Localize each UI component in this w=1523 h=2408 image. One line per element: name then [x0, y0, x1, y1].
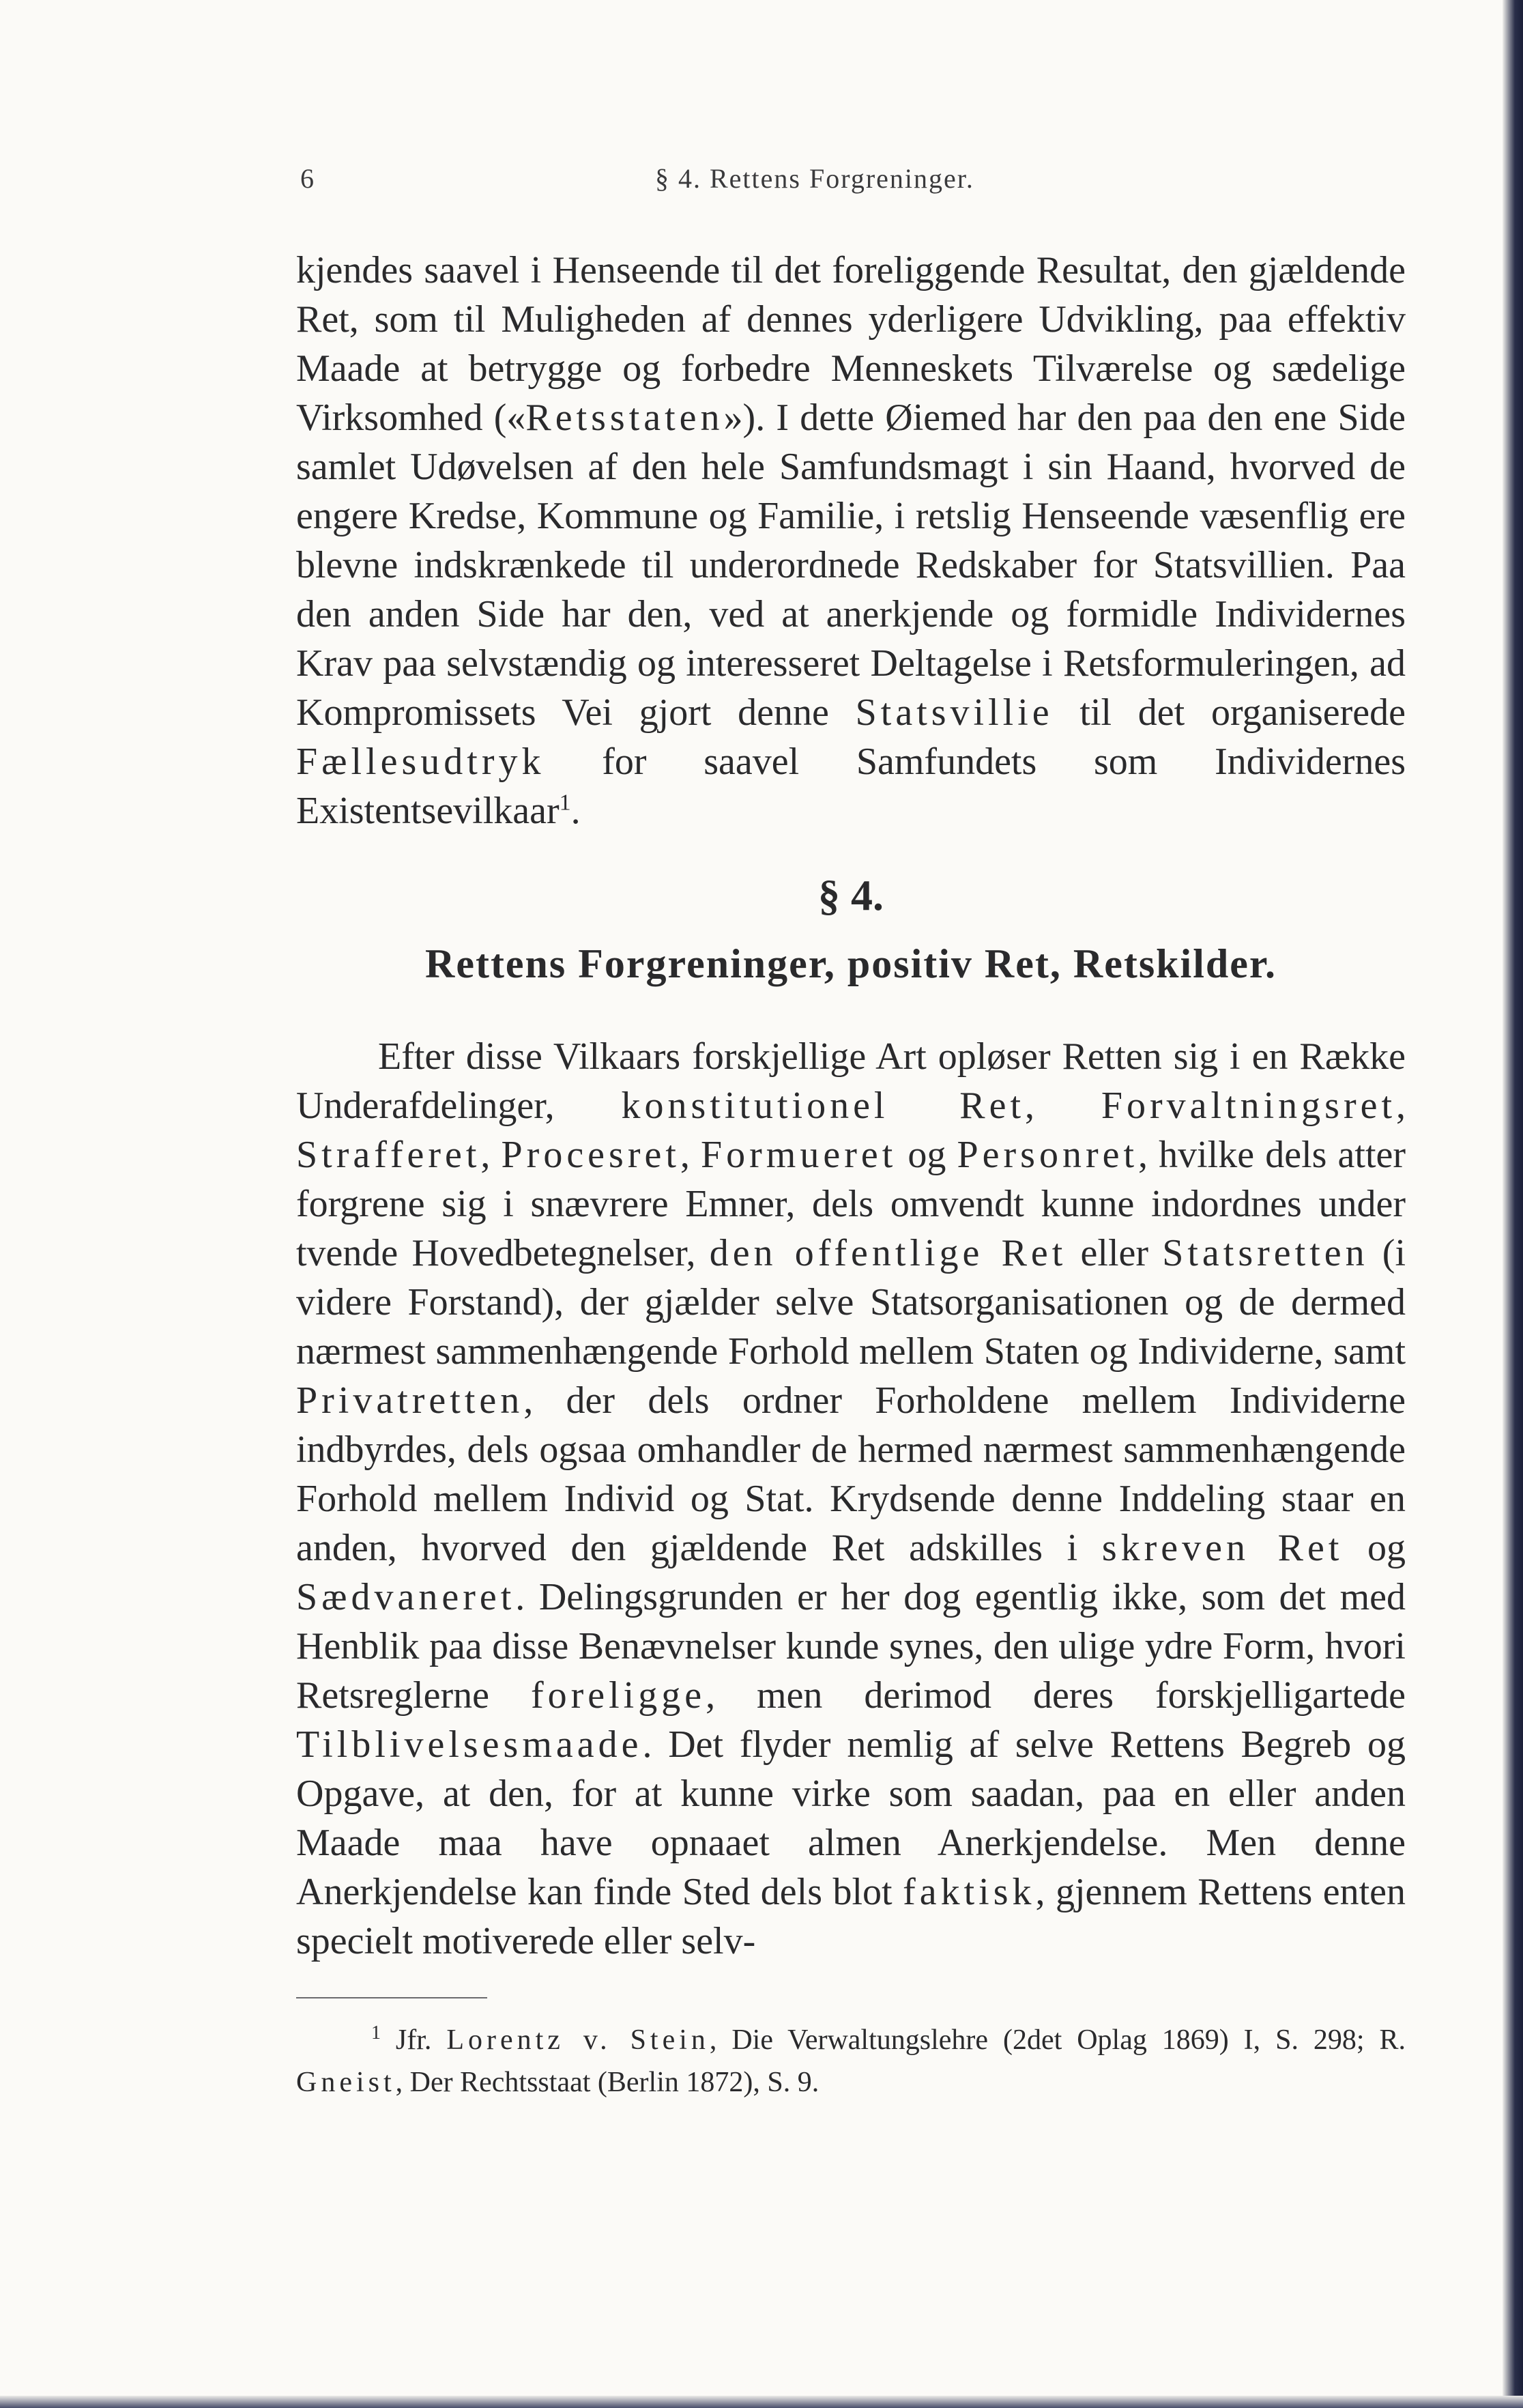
text-run: ,	[480, 1134, 502, 1176]
text-run: , hvilke dels atter forgrene sig i snævrere Emner, dels omvendt kunne indordnes under tvende Hovedbetegnelser,	[296, 1134, 1406, 1274]
text-run: (i videre Forstand), der gjælder selve Statsorganisationen og de dermed nærmest sammenhængende Forhold mellem Staten og Individerne, samt	[296, 1232, 1406, 1373]
text-run: »). I dette Øiemed har den paa den ene Side samlet Udøvelsen af den hele Samfundsmagt i sin Haand, hvorved de engere Kredse, Kommune og Familie, i retslig Henseende væsenflig ere blevne indskrænkede til underordnede Redskaber for Statsvillien. Paa den anden Side har den, ved at anerkjende og formidle Individernes Krav paa selvstændig og interesseret Deltagelse i Retsformuleringen, ad Kompromissets Vei gjort denne	[296, 397, 1406, 734]
spaced-term: Privatretten	[296, 1379, 524, 1422]
spaced-term: Procesret	[501, 1134, 680, 1176]
spaced-term: Statsvillie	[855, 691, 1054, 734]
text-run: og	[897, 1134, 957, 1176]
text-run: Efter disse Vilkaars forskjellige Art opløser Retten sig i en Række Underafdelinger,	[296, 1035, 1406, 1127]
spaced-term: konstitutionel Ret	[621, 1085, 1026, 1127]
text-run: til det organiserede	[1053, 691, 1406, 734]
text-run: kjendes saavel i Henseende til det foreliggende Resultat, den gjældende Ret, som til Muligheden af dennes yderligere Udvikling, paa effektiv Maade at betrygge og forbedre Menneskets Tilværelse og sædelige Virksomhed («	[296, 249, 1406, 439]
spaced-term: skreven Ret	[1101, 1527, 1344, 1569]
spaced-term: Fællesudtryk	[296, 741, 545, 783]
spaced-term: den offentlige Ret	[709, 1232, 1067, 1274]
text-run: .	[570, 790, 581, 832]
spaced-term: Sædvaneret	[296, 1576, 516, 1618]
text-run: for saavel Samfundets som Individernes Existentsevilkaar	[296, 741, 1406, 832]
text-run: Jfr.	[381, 2024, 447, 2056]
spaced-term: Personret	[957, 1134, 1139, 1176]
running-title: § 4. Rettens Forgreninger.	[655, 163, 974, 194]
text-run: , men derimod deres forskjelligartede	[706, 1674, 1406, 1717]
text-run: og	[1343, 1527, 1406, 1569]
text-block	[296, 246, 1406, 2104]
text-run: , Der Rechtsstaat (Berlin 1872), S. 9.	[395, 2067, 819, 2098]
scan-edge	[1503, 0, 1523, 2408]
text-run: ,	[1396, 1085, 1406, 1127]
footnote	[296, 2019, 1406, 2104]
spaced-term: foreligge	[530, 1674, 706, 1717]
paragraph-main	[296, 1032, 1406, 1966]
footnote-marker: 1	[371, 2022, 381, 2044]
text-run: , Die Verwaltungslehre (2det Oplag 1869) I, S. 298; R.	[709, 2024, 1406, 2056]
spaced-term: Tilblivelsesmaade	[296, 1723, 643, 1766]
footnote-reference: 1	[559, 790, 571, 816]
text-run: , der dels ordner Forholdene mellem Individerne indbyrdes, dels ogsaa omhandler de hermed nærmest sammenhængende Forhold mellem Individ og Stat. Krydsende denne Inddeling staar en anden, hvorved den gjældende Ret adskilles i	[296, 1379, 1406, 1569]
page-number: 6	[300, 163, 314, 194]
spaced-term: faktisk	[903, 1871, 1036, 1913]
section-number: § 4.	[818, 871, 884, 919]
scan-edge	[0, 2396, 1523, 2408]
paragraph-continued	[296, 246, 1406, 835]
text-run: , gjennem Rettens enten specielt motiverede eller selv-	[296, 1871, 1406, 1962]
spaced-term: Retsstaten	[525, 397, 724, 439]
section-heading: Rettens Forgreninger, positiv Ret, Retskilder.	[425, 941, 1277, 986]
text-run: ,	[1025, 1085, 1101, 1127]
spaced-term: Statsretten	[1162, 1232, 1369, 1274]
footnote-divider	[296, 1997, 487, 1998]
text-run: eller	[1067, 1232, 1163, 1274]
text-run: . Det flyder nemlig af selve Rettens Begreb og Opgave, at den, for at kunne virke som saadan, paa en eller anden Maade maa have opnaaet almen Anerkjendelse. Men denne Anerkjendelse kan finde Sted dels blot	[296, 1723, 1406, 1913]
text-run: ,	[680, 1134, 701, 1176]
spaced-term: Gneist	[296, 2067, 396, 2098]
spaced-term: Strafferet	[296, 1134, 481, 1176]
running-head	[300, 162, 1426, 203]
text-run: . Delingsgrunden er her dog egentlig ikke, som det med Henblik paa disse Benævnelser kunde synes, den ulige ydre Form, hvori Retsreglerne	[296, 1576, 1406, 1717]
spaced-term: Formueret	[701, 1134, 897, 1176]
spaced-term: Lorentz v. Stein	[446, 2024, 710, 2056]
spaced-term: Forvaltningsret	[1101, 1085, 1397, 1127]
